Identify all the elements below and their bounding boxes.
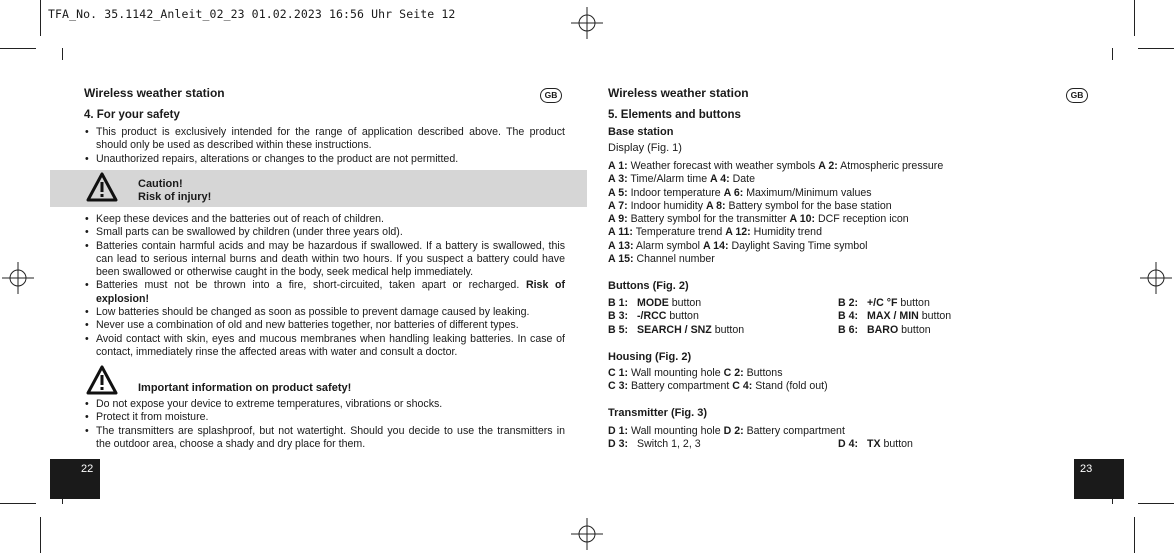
crop-mark <box>40 517 41 553</box>
page-number-box <box>50 459 100 499</box>
item-text: Weather forecast with weather symbols <box>627 160 819 172</box>
list-item <box>608 160 943 173</box>
item-code: C 3: <box>608 380 629 393</box>
explosion-warning: Risk of explosion! <box>96 279 565 305</box>
crop-mark <box>1138 503 1174 504</box>
item-text: Daylight Saving Time symbol <box>728 239 868 252</box>
button-name: -/RCC <box>637 310 667 323</box>
list-item: • Keep these devices and the batteries out of reach of children. <box>84 213 565 226</box>
key-label: B 3: <box>608 310 629 323</box>
key-label: B 6: <box>838 323 859 336</box>
crop-mark <box>1138 48 1174 49</box>
crop-mark <box>0 503 36 504</box>
item-text: Time/Alarm time <box>627 173 711 186</box>
button-name: TX <box>867 438 881 450</box>
registration-mark-top <box>571 7 603 39</box>
language-badge: GB <box>540 88 562 103</box>
page-number-box <box>1074 459 1124 499</box>
warning-triangle-icon <box>86 172 118 202</box>
list-item: • Never use a combination of old and new batteries together, nor batteries of different types. <box>84 319 565 332</box>
button-suffix: button <box>897 297 930 309</box>
list-item <box>608 226 943 239</box>
list-item <box>608 187 943 200</box>
item-code: A 7: <box>608 199 628 212</box>
caution-box <box>50 170 587 207</box>
item-text: Channel number <box>633 253 715 266</box>
list-item: • Low batteries should be changed as soon as possible to prevent damage caused by leaking. <box>84 306 565 319</box>
item-text: Battery compartment <box>743 425 845 437</box>
button-suffix: button <box>666 310 699 323</box>
list-item <box>608 173 943 186</box>
item-code: D 2: <box>723 425 744 437</box>
item-text: Atmospheric pressure <box>837 160 944 172</box>
button-suffix: button <box>711 323 745 336</box>
key-label: D 3: <box>608 438 629 450</box>
list-item <box>608 253 943 266</box>
item-code: A 15: <box>608 253 634 266</box>
injury-bullets <box>84 213 565 359</box>
language-badge: GB <box>1066 88 1088 103</box>
item-text: Alarm symbol <box>633 239 703 252</box>
registration-mark-right <box>1140 262 1172 294</box>
item-text: Buttons <box>743 367 783 379</box>
caution-text <box>138 178 211 204</box>
item-code: A 12: <box>725 226 751 239</box>
crop-mark <box>62 48 63 60</box>
item-text: Indoor humidity <box>627 199 706 212</box>
warning-triangle-icon <box>86 365 118 395</box>
list-item: • Batteries contain harmful acids and may be hazardous if swallowed. If a battery is swallowed, this can lead to serious internal burns and death within two hours. If you suspect a battery could have been swallowed or otherwise caught in the body, seek medical help immediately. <box>84 240 565 280</box>
print-slug: TFA_No. 35.1142_Anleit_02_23 01.02.2023 16:56 Uhr Seite 12 <box>48 7 456 21</box>
item-code: C 4: <box>732 380 753 393</box>
list-item <box>608 240 943 253</box>
item-code: D 1: <box>608 425 629 437</box>
page-header: Wireless weather station <box>608 86 749 100</box>
crop-mark <box>1134 517 1135 553</box>
list-item: • This product is exclusively intended for the range of application described above. The product should only be used as described within these instructions. <box>84 126 565 153</box>
button-name: MAX / MIN <box>867 310 919 323</box>
transmitter-list <box>608 425 845 438</box>
crop-mark <box>40 0 41 36</box>
item-text: Date <box>729 173 755 186</box>
key-label: B 5: <box>608 323 629 336</box>
key-label: B 4: <box>838 310 859 323</box>
item-text: Stand (fold out) <box>752 380 828 393</box>
switch-label: Switch 1, 2, 3 <box>637 438 701 450</box>
item-code: A 13: <box>608 239 634 252</box>
item-text: Indoor temperature <box>627 186 724 199</box>
item-text: Wall mounting hole <box>628 367 724 379</box>
item-code: A 1: <box>608 160 628 172</box>
item-text: Humidity trend <box>750 226 822 239</box>
item-text: Battery symbol for the base station <box>725 199 892 212</box>
button-name: +/C °F <box>867 297 898 309</box>
list-item <box>608 380 828 393</box>
caution-subheading: Risk of injury! <box>138 191 212 203</box>
item-code: A 8: <box>705 199 726 212</box>
button-suffix: button <box>918 310 952 323</box>
item-text: Battery symbol for the transmitter <box>627 213 790 226</box>
subsection-display: Display (Fig. 1) <box>608 142 682 154</box>
button-name: SEARCH / SNZ <box>637 323 712 336</box>
item-code: A 4: <box>710 173 730 186</box>
item-text: DCF reception icon <box>815 213 909 226</box>
intro-bullets <box>84 126 565 166</box>
display-list <box>608 160 943 266</box>
item-text: Maximum/Minimum values <box>743 186 872 199</box>
item-code: A 5: <box>608 186 628 199</box>
button-name: BARO <box>867 323 899 336</box>
item-code: A 6: <box>723 186 744 199</box>
button-name: MODE <box>637 297 669 309</box>
item-code: A 14: <box>702 239 729 252</box>
registration-mark-left <box>2 262 34 294</box>
page-header: Wireless weather station <box>84 86 225 100</box>
list-item <box>608 367 828 380</box>
registration-mark-bottom <box>571 518 603 550</box>
subsection-base-station: Base station <box>608 126 674 138</box>
housing-list <box>608 367 828 394</box>
key-label: B 2: <box>838 297 859 309</box>
product-safety-bullets <box>84 398 565 451</box>
item-code: A 10: <box>789 213 816 226</box>
list-item: • Unauthorized repairs, alterations or changes to the product are not permitted. <box>84 153 565 166</box>
crop-mark <box>1134 0 1135 36</box>
page-number: 23 <box>1080 463 1093 475</box>
key-label: D 4: <box>838 438 859 450</box>
list-item: • Avoid contact with skin, eyes and mucous membranes when handling leaking batteries. In case of contact, immediately rinse the affected areas with water and consult a doctor. <box>84 333 565 360</box>
item-code: A 2: <box>818 160 838 172</box>
list-item: • Do not expose your device to extreme temperatures, vibrations or shocks. <box>84 398 565 411</box>
item-code: C 1: <box>608 367 629 379</box>
item-text: Wall mounting hole <box>628 425 724 437</box>
fire-text: Batteries must not be thrown into a fire, short-circuited, taken apart or recharged. <box>96 279 520 292</box>
crop-mark <box>0 48 36 49</box>
list-item: • Small parts can be swallowed by children (under three years old). <box>84 226 565 239</box>
subsection-buttons: Buttons (Fig. 2) <box>608 280 689 292</box>
section-title: 5. Elements and buttons <box>608 109 741 121</box>
section-title: 4. For your safety <box>84 109 180 121</box>
item-code: C 2: <box>723 367 744 379</box>
button-suffix: button <box>668 297 702 309</box>
page-number: 22 <box>81 463 94 475</box>
list-item <box>84 279 565 306</box>
list-item: • The transmitters are splashproof, but not watertight. Should you decide to use the transmitters in the outdoor area, choose a shady and dry place for them. <box>84 425 565 452</box>
item-code: A 3: <box>608 173 628 186</box>
list-item: • Protect it from moisture. <box>84 411 565 424</box>
button-suffix: button <box>898 323 931 336</box>
subsection-housing: Housing (Fig. 2) <box>608 351 692 363</box>
subsection-transmitter: Transmitter (Fig. 3) <box>608 407 708 419</box>
list-item <box>608 213 943 226</box>
caution-heading: Caution! <box>138 178 183 190</box>
item-text: Battery compartment <box>628 380 733 393</box>
item-code: A 11: <box>608 226 633 239</box>
item-text: Temperature trend <box>632 226 726 239</box>
list-item <box>608 200 943 213</box>
crop-mark <box>1112 48 1113 60</box>
important-info-title: Important information on product safety! <box>138 382 352 394</box>
item-code: A 9: <box>608 213 628 226</box>
key-label: B 1: <box>608 297 629 309</box>
button-suffix: button <box>880 438 913 450</box>
